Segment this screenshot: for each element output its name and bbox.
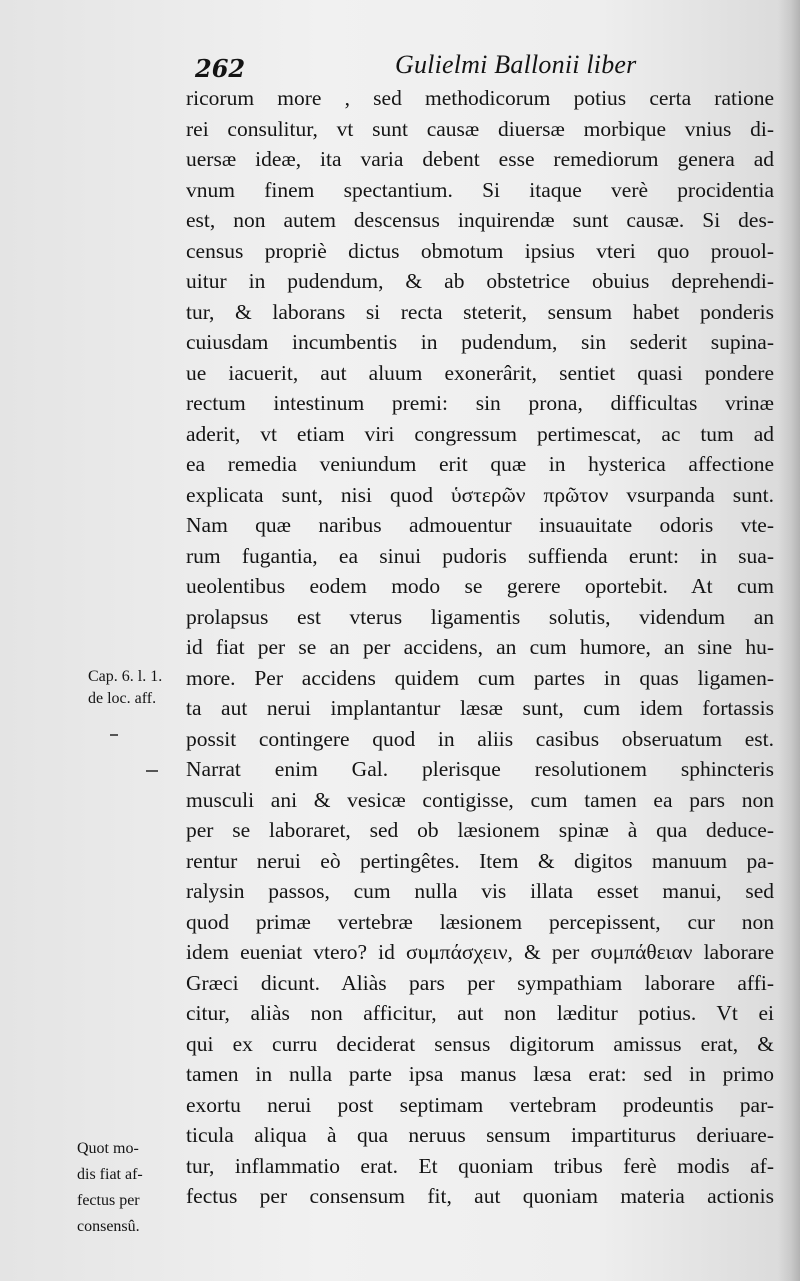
text-line: rectum intestinum premi: sin prona, difficultas vrinæ: [186, 391, 774, 415]
text-line: vnum finem spectantium. Si itaque verè procidentia: [186, 177, 774, 202]
text-line: est, non autem descensus inquirendæ sunt causæ. Si des-: [186, 208, 774, 232]
text-line: more. Per accidens quidem cum partes in quas ligamen-: [186, 665, 774, 690]
text-line: id fiat per se an per accidens, an cum humore, an sine hu-: [186, 635, 774, 659]
text-line: aderit, vt etiam viri congressum pertimescat, ac tum ad: [186, 421, 774, 446]
margin-note-line: dis fiat af-: [77, 1166, 143, 1183]
text-line: per se laboraret, sed ob læsionem spinæ à qua deduce-: [186, 818, 774, 842]
page-edge-shadow: [778, 0, 800, 1281]
text-line: prolapsus est vterus ligamentis solutis, videndum an: [186, 604, 774, 629]
text-line: uitur in pudendum, & ab obstetrice obuius deprehendi-: [186, 269, 774, 293]
text-line: qui ex curru deciderat sensus digitorum amissus erat, &: [186, 1031, 774, 1056]
margin-dash: [110, 734, 118, 736]
text-line: Græci dicunt. Aliàs pars per sympathiam laborare affi-: [186, 970, 774, 995]
text-line: ta aut nerui implantantur læsæ sunt, cum idem fortassis: [186, 696, 774, 720]
text-line: idem eueniat vtero? id συμπάσχειν, & per συμπάθειαν laborare: [186, 940, 774, 964]
text-line: ricorum more , sed methodicorum potius certa ratione: [186, 86, 774, 110]
running-title: Gulielmi Ballonii liber: [395, 50, 637, 79]
page-header: [195, 50, 795, 84]
text-line: musculi ani & vesicæ contigisse, cum tamen ea pars non: [186, 787, 774, 812]
text-line: fectus per consensum fit, aut quoniam materia actionis: [186, 1184, 774, 1208]
text-line: citur, aliàs non afficitur, aut non læditur potius. Vt ei: [186, 1001, 774, 1025]
text-line: tamen in nulla parte ipsa manus læsa erat: sed in primo: [186, 1062, 774, 1086]
text-line: ea remedia veniundum erit quæ in hysterica affectione: [186, 452, 774, 476]
text-line: cuiusdam incumbentis in pudendum, sin sederit supina-: [186, 330, 774, 354]
text-line: explicata sunt, nisi quod ὑστερῶν πρῶτον vsurpanda sunt.: [186, 482, 774, 507]
text-line: census propriè dictus obmotum ipsius vteri quo prouol-: [186, 238, 774, 263]
margin-note-line: consensû.: [77, 1218, 140, 1235]
body-text: [186, 83, 774, 1212]
text-line: Nam quæ naribus admouentur insuauitate odoris vte-: [186, 513, 774, 537]
text-line: rei consulitur, vt sunt causæ diuersæ morbique vnius di-: [186, 116, 774, 141]
text-line: rum fugantia, ea sinui pudoris suffienda erunt: in sua-: [186, 543, 774, 568]
text-line: ueolentibus eodem modo se gerere oportebit. At cum: [186, 574, 774, 598]
text-line: ralysin passos, cum nulla vis illata esset manui, sed: [186, 879, 774, 903]
text-line: rentur nerui eò pertingêtes. Item & digitos manuum pa-: [186, 848, 774, 873]
text-line: Narrat enim Gal. plerisque resolutionem sphincteris: [186, 757, 774, 781]
margin-note-citation: [88, 668, 162, 707]
margin-note-line: de loc. aff.: [88, 690, 157, 707]
margin-note-line: Quot mo-: [77, 1140, 139, 1157]
text-line: tur, & laborans si recta steterit, sensum habet ponderis: [186, 299, 774, 324]
text-line: possit contingere quod in aliis casibus obseruatum est.: [186, 726, 774, 751]
margin-notes: [0, 0, 180, 1281]
text-line: uersæ ideæ, ita varia debent esse remediorum genera ad: [186, 147, 774, 171]
margin-note-line: fectus per: [77, 1192, 140, 1209]
margin-dash: [146, 770, 158, 772]
margin-note-consensus: [77, 1140, 143, 1235]
text-line: exortu nerui post septimam vertebram prodeuntis par-: [186, 1092, 774, 1117]
page-number: 262: [195, 54, 246, 83]
text-line: ticula aliqua à qua neruus sensum impartiturus deriuare-: [186, 1123, 774, 1147]
text-line: tur, inflammatio erat. Et quoniam tribus ferè modis af-: [186, 1153, 774, 1178]
text-line: ue iacuerit, aut aluum exonerârit, sentiet quasi pondere: [186, 360, 774, 385]
margin-note-line: Cap. 6. l. 1.: [88, 668, 163, 685]
text-line: quod primæ vertebræ læsionem percepissent, cur non: [186, 909, 774, 934]
